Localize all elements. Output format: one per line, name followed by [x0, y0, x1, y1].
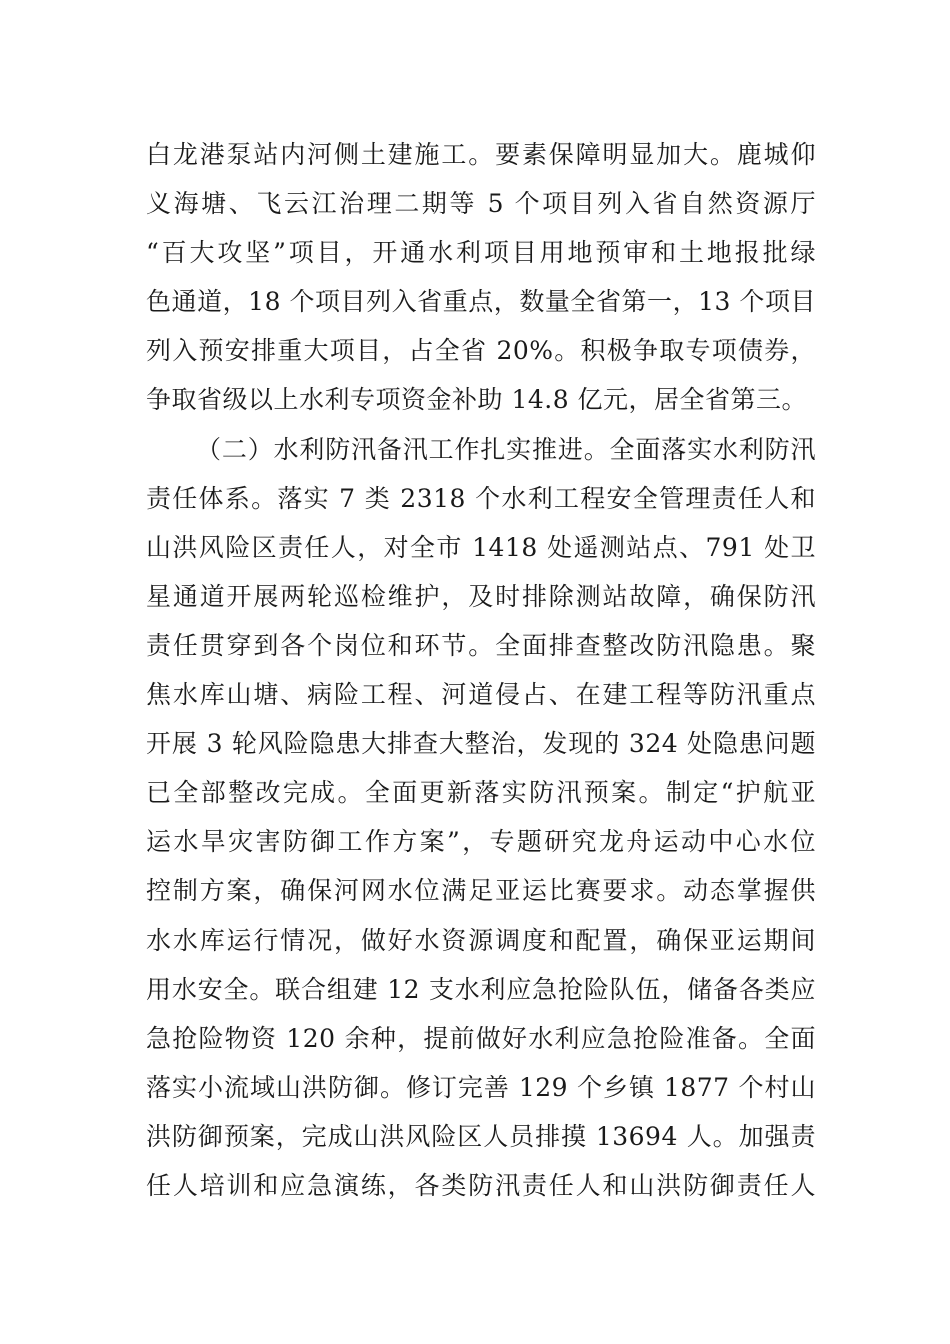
text-line: 急抢险物资 120 余种，提前做好水利应急抢险准备。全面 [146, 1023, 816, 1053]
text-line: 责任贯穿到各个岗位和环节。全面排查整改防汛隐患。聚 [146, 630, 816, 660]
text-line: 山洪风险区责任人，对全市 1418 处遥测站点、791 处卫 [146, 532, 816, 562]
body-text [146, 130, 816, 1210]
text-line: 焦水库山塘、病险工程、河道侵占、在建工程等防汛重点 [146, 680, 816, 710]
text-line: 开展 3 轮风险隐患大排查大整治，发现的 324 处隐患问题 [146, 729, 816, 759]
text-line: 星通道开展两轮巡检维护，及时排除测站故障，确保防汛 [146, 581, 816, 611]
text-line: 落实小流域山洪防御。修订完善 129 个乡镇 1877 个村山 [146, 1072, 816, 1102]
text-line: 色通道，18 个项目列入省重点，数量全省第一，13 个项目 [146, 287, 816, 317]
section-heading-line: （二）水利防汛备汛工作扎实推进。全面落实水利防汛 [196, 434, 816, 464]
text-line: 任人培训和应急演练，各类防汛责任人和山洪防御责任人 [146, 1170, 816, 1200]
text-line: 洪防御预案，完成山洪风险区人员排摸 13694 人。加强责 [146, 1121, 816, 1151]
text-line: 列入预安排重大项目，占全省 20%。积极争取专项债券， [146, 336, 816, 366]
text-line: 运水旱灾害防御工作方案”，专题研究龙舟运动中心水位 [146, 827, 816, 857]
text-line: 白龙港泵站内河侧土建施工。要素保障明显加大。鹿城仰 [146, 140, 816, 169]
text-line: 义海塘、飞云江治理二期等 5 个项目列入省自然资源厅 [146, 189, 816, 219]
text-line: 用水安全。联合组建 12 支水利应急抢险队伍，储备各类应 [146, 974, 816, 1004]
text-line: 已全部整改完成。全面更新落实防汛预案。制定“护航亚 [146, 778, 816, 808]
text-line: 责任体系。落实 7 类 2318 个水利工程安全管理责任人和 [146, 483, 816, 513]
text-line: 争取省级以上水利专项资金补助 14.8 亿元，居全省第三。 [146, 385, 808, 415]
text-line: 水水库运行情况，做好水资源调度和配置，确保亚运期间 [146, 925, 816, 955]
text-line: “百大攻坚”项目，开通水利项目用地预审和土地报批绿 [146, 238, 816, 268]
text-line: 控制方案，确保河网水位满足亚运比赛要求。动态掌握供 [146, 876, 816, 906]
